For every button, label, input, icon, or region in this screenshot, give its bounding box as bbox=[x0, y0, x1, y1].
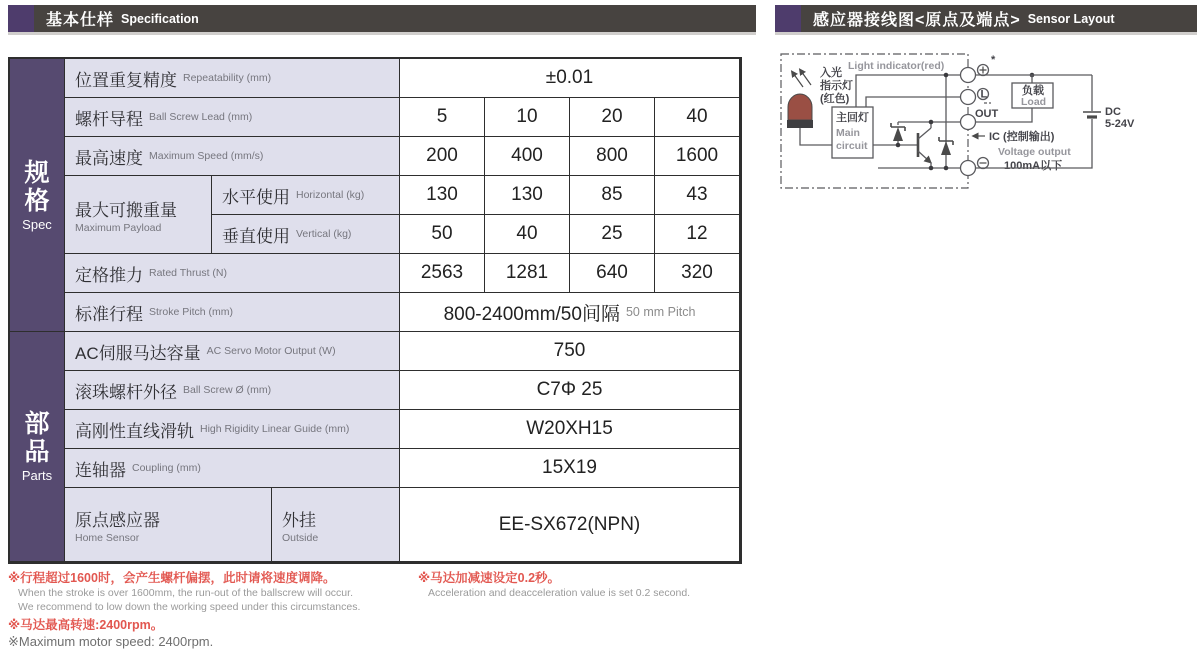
l-symbol-letter: L bbox=[980, 88, 988, 101]
screw-dia-value: C7Φ 25 bbox=[400, 371, 740, 410]
horizontal-value: 43 bbox=[655, 176, 740, 215]
main-circuit-en2: circuit bbox=[836, 140, 868, 152]
thrust-value: 1281 bbox=[485, 254, 570, 293]
sidebar-spec-en: Spec bbox=[22, 216, 52, 232]
led-label-line3: (红色) bbox=[820, 93, 850, 105]
row-stroke-label: 标准行程 Stroke Pitch (mm) bbox=[65, 293, 400, 332]
row-coupling-label: 连轴器 Coupling (mm) bbox=[65, 449, 400, 488]
ic-label: IC (控制输出) bbox=[989, 131, 1055, 143]
sidebar-parts-en: Parts bbox=[21, 468, 53, 483]
footnote-stroke-en2: We recommend to low down the working speed under this circumstances. bbox=[18, 600, 361, 613]
minus-symbol-icon bbox=[978, 158, 989, 169]
transistor-icon bbox=[918, 122, 931, 168]
row-payload-vertical-label: 垂直使用 Vertical (kg) bbox=[212, 215, 400, 254]
speed-value: 200 bbox=[400, 137, 485, 176]
section-title-en: Sensor Layout bbox=[1027, 11, 1115, 26]
led-icon bbox=[787, 71, 813, 128]
speed-value: 800 bbox=[570, 137, 655, 176]
dc-label-line2: 5-24V bbox=[1105, 118, 1135, 130]
load-en: Load bbox=[1021, 96, 1047, 108]
led-label-line1: 入光 bbox=[820, 67, 842, 79]
horizontal-value: 85 bbox=[570, 176, 655, 215]
junction-dot bbox=[944, 73, 949, 78]
horizontal-value: 130 bbox=[485, 176, 570, 215]
section-title-zh: 基本仕样 bbox=[46, 12, 115, 29]
dc-label-line1: DC bbox=[1105, 106, 1121, 118]
footnote-right bbox=[418, 570, 748, 601]
section-title-en: Specification bbox=[121, 11, 199, 26]
terminal-plus bbox=[961, 68, 976, 83]
horizontal-value: 130 bbox=[400, 176, 485, 215]
junction-dot bbox=[929, 120, 934, 125]
lead-value: 40 bbox=[655, 98, 740, 137]
section-header-sensor-layout bbox=[775, 5, 1197, 32]
row-guide-label: 高刚性直线滑轨 High Rigidity Linear Guide (mm) bbox=[65, 410, 400, 449]
led-label-line2: 指示灯 bbox=[820, 80, 853, 92]
home-sensor-mount-label: 外挂 Outside bbox=[272, 488, 400, 562]
row-servo-label: AC伺服马达容量 AC Servo Motor Output (W) bbox=[65, 332, 400, 371]
row-screw-dia-label: 滚珠螺杆外径 Ball Screw Ø (mm) bbox=[65, 371, 400, 410]
stroke-value: 800-2400mm/50间隔 50 mm Pitch bbox=[400, 293, 740, 332]
guide-value: W20XH15 bbox=[400, 410, 740, 449]
junction-dot bbox=[944, 166, 949, 171]
footnote-speed-zh: ※马达最高转速:2400rpm。 bbox=[8, 617, 164, 632]
main-circuit-zh: 主回灯 bbox=[836, 112, 869, 124]
footnote-left bbox=[8, 570, 408, 652]
terminal-led bbox=[961, 90, 976, 105]
repeatability-value: ±0.01 bbox=[400, 59, 740, 98]
voltage-output-label: Voltage output bbox=[998, 146, 1071, 158]
current-limit-label: 100mA以下 bbox=[1004, 160, 1063, 172]
section-title-zh: 感应器接线图<原点及端点> bbox=[813, 12, 1021, 29]
header-accent-square bbox=[775, 5, 801, 32]
footnote-stroke-zh: ※行程超过1600时，会产生螺杆偏摆，此时请将速度调降。 bbox=[8, 571, 336, 585]
speed-value: 400 bbox=[485, 137, 570, 176]
battery-icon bbox=[1083, 112, 1101, 117]
footnote-stroke-en1: When the stroke is over 1600mm, the run-out of the ballscrew will occur. bbox=[18, 586, 353, 599]
specification-table bbox=[8, 57, 742, 564]
coupling-value: 15X19 bbox=[400, 449, 740, 488]
row-home-sensor-label: 原点感应器 Home Sensor bbox=[65, 488, 272, 562]
junction-dot bbox=[929, 166, 934, 171]
row-lead-label: 螺杆导程 Ball Screw Lead (mm) bbox=[65, 98, 400, 137]
out-label: OUT bbox=[975, 108, 999, 120]
star-mark: * bbox=[991, 54, 996, 66]
light-indicator-label: Light indicator(red) bbox=[848, 60, 945, 72]
vertical-value: 12 bbox=[655, 215, 740, 254]
thrust-value: 640 bbox=[570, 254, 655, 293]
row-speed-label: 最高速度 Maximum Speed (mm/s) bbox=[65, 137, 400, 176]
vertical-value: 40 bbox=[485, 215, 570, 254]
speed-value: 1600 bbox=[655, 137, 740, 176]
home-sensor-value: EE-SX672(NPN) bbox=[400, 488, 740, 562]
footnote-accel-en: Acceleration and deacceleration value is set 0.2 second. bbox=[428, 586, 691, 599]
footnote-accel-zh: ※马达加减速设定0.2秒。 bbox=[418, 571, 561, 585]
vertical-value: 25 bbox=[570, 215, 655, 254]
row-payload-horizontal-label: 水平使用 Horizontal (kg) bbox=[212, 176, 400, 215]
lead-value: 20 bbox=[570, 98, 655, 137]
terminal-out bbox=[961, 115, 976, 130]
sensor-wiring-diagram bbox=[778, 45, 1198, 203]
zener-diode-icon bbox=[891, 123, 905, 141]
plus-symbol-icon bbox=[978, 65, 989, 76]
vertical-value: 50 bbox=[400, 215, 485, 254]
terminal-minus bbox=[961, 161, 976, 176]
lead-value: 5 bbox=[400, 98, 485, 137]
section-header-specification bbox=[8, 5, 756, 32]
row-repeatability-label: 位置重复精度 Repeatability (mm) bbox=[65, 59, 400, 98]
sidebar-parts-zh: 部品 bbox=[24, 410, 50, 466]
sidebar-spec bbox=[10, 59, 65, 332]
lead-value: 10 bbox=[485, 98, 570, 137]
sidebar-parts bbox=[10, 332, 65, 562]
sidebar-spec-zh: 规格 bbox=[24, 158, 50, 215]
junction-dot bbox=[896, 143, 901, 148]
row-thrust-label: 定格推力 Rated Thrust (N) bbox=[65, 254, 400, 293]
thrust-value: 320 bbox=[655, 254, 740, 293]
row-payload-label: 最大可搬重量 Maximum Payload bbox=[65, 176, 212, 254]
footnote-speed-en: ※Maximum motor speed: 2400rpm. bbox=[8, 634, 214, 650]
servo-value: 750 bbox=[400, 332, 740, 371]
header-accent-square bbox=[8, 5, 34, 32]
thrust-value: 2563 bbox=[400, 254, 485, 293]
main-circuit-en1: Main bbox=[836, 127, 860, 139]
load-zh: 负载 bbox=[1022, 85, 1044, 97]
